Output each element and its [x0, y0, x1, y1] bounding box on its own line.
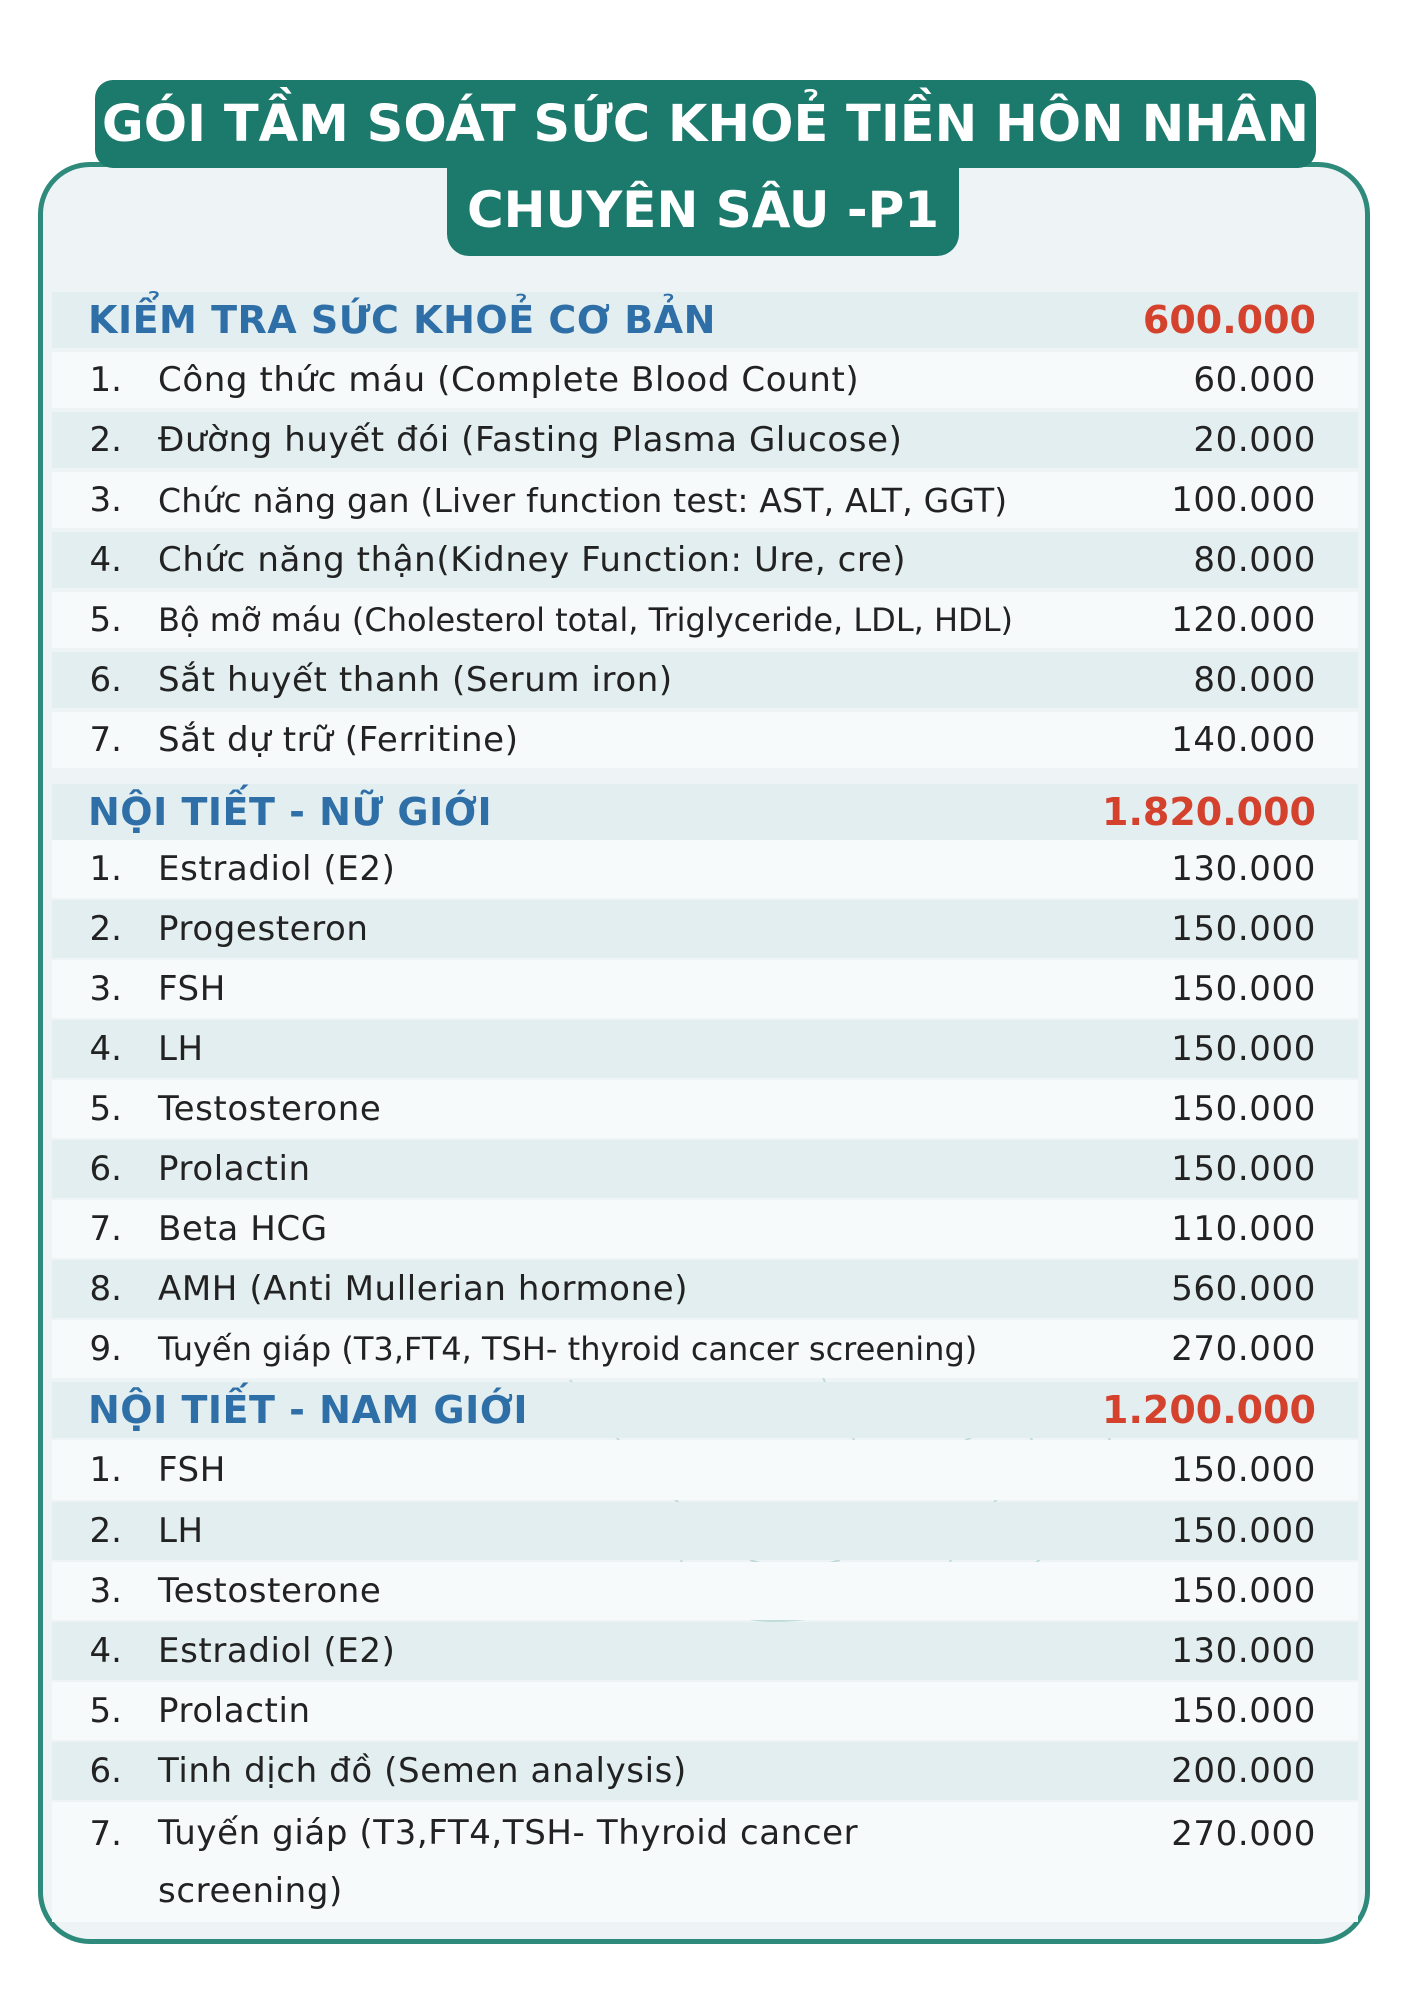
item-price: 270.000	[1171, 1814, 1316, 1854]
item-number: 2.	[89, 420, 122, 460]
item-number: 1.	[89, 1450, 122, 1490]
item-number: 3.	[89, 1571, 122, 1611]
item-name: Prolactin	[158, 1691, 311, 1731]
item-number: 9.	[89, 1329, 122, 1369]
item-number: 2.	[89, 909, 122, 949]
list-item	[52, 1440, 1358, 1500]
item-name: Prolactin	[158, 1149, 311, 1189]
item-name: Tuyến giáp (T3,FT4,TSH- Thyroid cancer screening)	[158, 1813, 859, 1911]
item-price: 60.000	[1193, 360, 1316, 400]
item-price: 20.000	[1193, 420, 1316, 460]
item-number: 6.	[89, 1751, 122, 1791]
list-item	[52, 1742, 1358, 1800]
list-item	[52, 1502, 1358, 1560]
list-item	[52, 1682, 1358, 1740]
list-item	[52, 1080, 1358, 1138]
page-title-line1: GÓI TẦM SOÁT SỨC KHOẺ TIỀN HÔN NHÂN	[95, 80, 1316, 168]
list-item	[52, 652, 1358, 708]
item-number: 5.	[89, 1691, 122, 1731]
item-name: Testosterone	[158, 1571, 382, 1611]
list-item	[52, 352, 1358, 408]
item-number: 6.	[89, 1149, 122, 1189]
item-name: Tinh dịch đồ (Semen analysis)	[158, 1751, 687, 1791]
item-name: LH	[158, 1511, 204, 1551]
item-price: 140.000	[1171, 720, 1316, 760]
item-price: 200.000	[1171, 1751, 1316, 1791]
item-number: 4.	[89, 540, 122, 580]
list-item	[52, 960, 1358, 1018]
item-price: 560.000	[1171, 1269, 1316, 1309]
item-price: 120.000	[1171, 600, 1316, 640]
item-number: 6.	[89, 660, 122, 700]
item-name: Estradiol (E2)	[158, 1631, 396, 1671]
item-name: Đường huyết đói (Fasting Plasma Glucose)	[158, 420, 903, 460]
list-item	[52, 840, 1358, 898]
item-price: 150.000	[1171, 1149, 1316, 1189]
item-number: 7.	[89, 720, 122, 760]
item-name: Chức năng gan (Liver function test: AST, ALT, GGT)	[158, 480, 1008, 520]
item-number: 3.	[89, 480, 122, 520]
item-name: Sắt huyết thanh (Serum iron)	[158, 660, 673, 700]
section-price: 600.000	[1142, 298, 1316, 342]
item-price: 100.000	[1171, 480, 1316, 520]
section-header	[52, 1382, 1358, 1438]
section-label: NỘI TIẾT - NAM GIỚI	[88, 1388, 529, 1432]
item-name: Tuyến giáp (T3,FT4, TSH- thyroid cancer screening)	[158, 1330, 978, 1368]
item-name: Bộ mỡ máu (Cholesterol total, Triglyceride, LDL, HDL)	[158, 601, 1013, 639]
section-label: KIỂM TRA SỨC KHOẺ CƠ BẢN	[88, 298, 716, 342]
item-price: 80.000	[1193, 660, 1316, 700]
item-name: Công thức máu (Complete Blood Count)	[158, 360, 860, 400]
item-name: Testosterone	[158, 1089, 382, 1129]
item-number: 8.	[89, 1269, 122, 1309]
item-name: Estradiol (E2)	[158, 849, 396, 889]
item-number: 5.	[89, 1089, 122, 1129]
item-price: 150.000	[1171, 1571, 1316, 1611]
item-price: 150.000	[1171, 909, 1316, 949]
section-label: NỘI TIẾT - NỮ GIỚI	[88, 790, 493, 834]
item-name: Chức năng thận(Kidney Function: Ure, cre)	[158, 540, 907, 580]
list-item	[52, 1622, 1358, 1680]
item-number: 3.	[89, 969, 122, 1009]
item-name: Sắt dự trữ (Ferritine)	[158, 720, 519, 760]
list-item	[52, 1020, 1358, 1078]
item-price: 110.000	[1171, 1209, 1316, 1249]
item-number: 2.	[89, 1511, 122, 1551]
item-price: 80.000	[1193, 540, 1316, 580]
item-price: 150.000	[1171, 1029, 1316, 1069]
list-item	[52, 1200, 1358, 1258]
list-item	[52, 1260, 1358, 1318]
item-name: FSH	[158, 1450, 226, 1490]
item-price: 150.000	[1171, 1511, 1316, 1551]
list-item	[52, 1320, 1358, 1378]
item-price: 150.000	[1171, 1450, 1316, 1490]
item-price: 150.000	[1171, 1089, 1316, 1129]
list-item	[52, 592, 1358, 648]
item-number: 7.	[89, 1209, 122, 1249]
list-item	[52, 712, 1358, 768]
item-name: AMH (Anti Mullerian hormone)	[158, 1269, 689, 1309]
item-number: 1.	[89, 360, 122, 400]
item-name: Progesteron	[158, 909, 369, 949]
item-name: FSH	[158, 969, 226, 1009]
list-item	[52, 900, 1358, 958]
item-price: 130.000	[1171, 849, 1316, 889]
item-name: LH	[158, 1029, 204, 1069]
list-item	[52, 412, 1358, 468]
item-name: Beta HCG	[158, 1209, 328, 1249]
list-item	[52, 472, 1358, 528]
section-header	[52, 784, 1358, 840]
list-item	[52, 1802, 1358, 1922]
list-item	[52, 1562, 1358, 1620]
list-item	[52, 1140, 1358, 1198]
item-number: 1.	[89, 849, 122, 889]
item-price: 270.000	[1171, 1329, 1316, 1369]
page-title-line2: CHUYÊN SÂU -P1	[447, 164, 959, 256]
list-item	[52, 532, 1358, 588]
item-number: 5.	[89, 600, 122, 640]
section-header	[52, 292, 1358, 348]
item-price: 150.000	[1171, 969, 1316, 1009]
item-price: 130.000	[1171, 1631, 1316, 1671]
item-number: 4.	[89, 1029, 122, 1069]
section-price: 1.200.000	[1102, 1388, 1316, 1432]
item-number: 7.	[89, 1814, 122, 1854]
section-price: 1.820.000	[1102, 790, 1316, 834]
item-price: 150.000	[1171, 1691, 1316, 1731]
item-number: 4.	[89, 1631, 122, 1671]
